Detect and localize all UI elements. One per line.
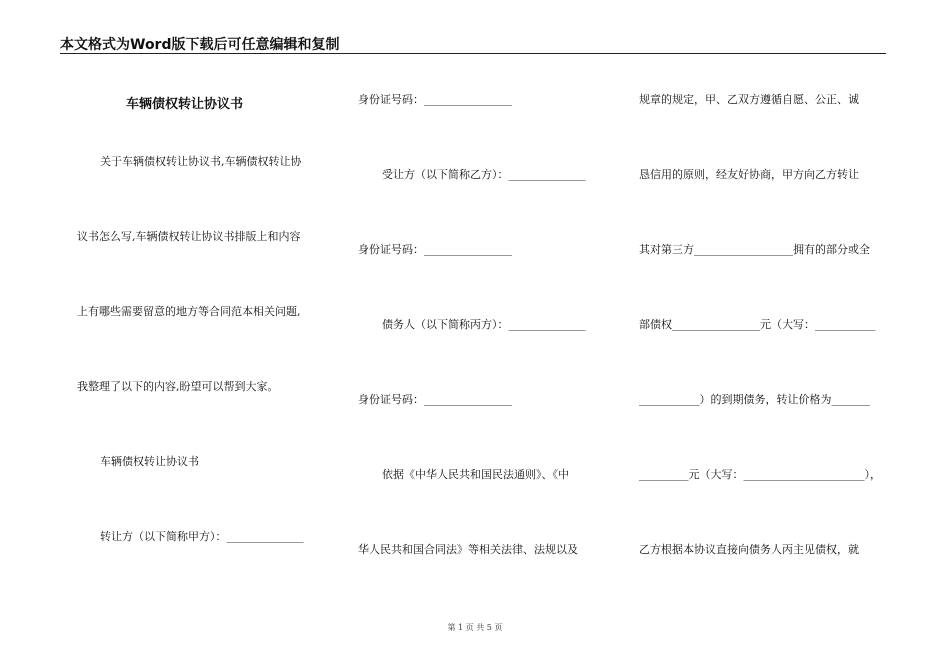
col1-line-6: 转让方（以下简称甲方）：______________ <box>100 530 304 543</box>
col2-line-3: 身份证号码：________________ <box>358 243 512 256</box>
col2-line-6: 依据《中华人民共和国民法通则》、《中 <box>382 468 569 481</box>
col3-line-7: 乙方根据本协议直接向债务人丙主见债权，就 <box>639 543 859 556</box>
col2-line-2: 受让方（以下简称乙方）：______________ <box>382 168 586 181</box>
col3-line-1: 规章的规定，甲、乙双方遵循自愿、公正、诚 <box>639 93 859 106</box>
col1-subtitle: 车辆债权转让协议书 <box>100 455 199 468</box>
document-header: 本文格式为Word版下载后可任意编辑和复制 <box>60 37 340 53</box>
col3-line-3: 其对第三方__________________拥有的部分或全 <box>639 243 870 256</box>
col3-line-6: _________元（大写：______________________）， <box>639 468 881 481</box>
col1-line-4: 我整理了以下的内容,盼望可以帮到大家。 <box>77 380 279 393</box>
col1-line-1: 关于车辆债权转让协议书,车辆债权转让协 <box>100 155 302 168</box>
col3-line-2: 恳信用的原则，经友好协商，甲方向乙方转让 <box>639 168 859 181</box>
document-title: 车辆债权转让协议书 <box>126 97 244 112</box>
col3-line-4: 部债权________________元（大写：___________ <box>639 318 876 331</box>
col1-line-3: 上有哪些需要留意的地方等合同范本相关问题, <box>77 305 301 318</box>
col1-line-2: 议书怎么写,车辆债权转让协议书排版上和内容 <box>77 230 301 243</box>
page-number: 第 1 页 共 5 页 <box>447 623 503 632</box>
col2-line-7: 华人民共和国合同法》等相关法律、法规以及 <box>358 543 578 556</box>
col2-line-4: 债务人（以下简称丙方）：______________ <box>382 318 586 331</box>
header-divider <box>60 53 886 54</box>
col3-line-5: ___________）的到期债务，转让价格为_______ <box>639 393 870 406</box>
col2-line-5: 身份证号码：________________ <box>358 393 512 406</box>
col2-line-1: 身份证号码：________________ <box>358 93 512 106</box>
